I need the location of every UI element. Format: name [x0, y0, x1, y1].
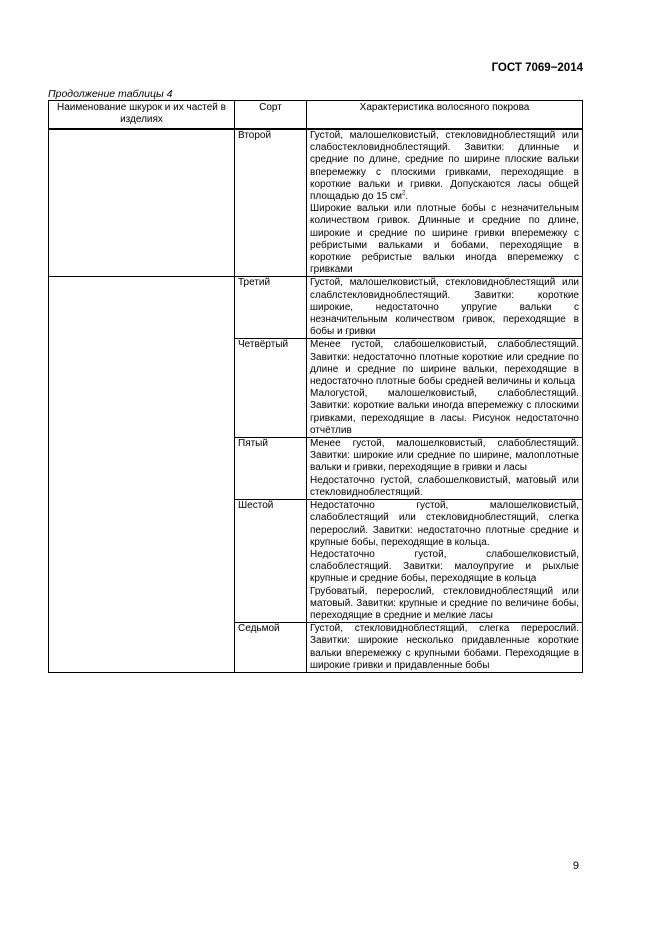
page-number: 9: [572, 860, 579, 872]
column-header-characteristic: Характеристика волосяного покрова: [307, 101, 583, 130]
description-paragraph: Недостаточно густой, слабошелковистый, матовый или стекловидноблестящий.: [310, 474, 579, 498]
description-cell: [307, 339, 583, 438]
description-paragraph: Густой, малошелковистый, стекловидноблестящий или слабостекловидноблестящий. Завитки: длинные и средние по длине, средние по ширине плоские вальки вперемежку с плоскими гривками, переходящие в короткие вальки и гривки. Допускаются ласы общей площадью до 15 $см^2$.: [310, 130, 579, 203]
description-paragraph: Малогустой, малошелковистый, слабоблестящий. Завитки: короткие вальки иногда вперемежку с плоскими гривками, переходящие в ласы. Рисунок недостаточно отчётлив: [310, 388, 579, 436]
table-row: [49, 277, 583, 339]
characteristics-table: [48, 100, 583, 673]
description-paragraph: Недостаточно густой, малошелковистый, слабоблестящий или стекловидноблестящий, слегка перерослий. Завитки: недостаточно плотные средние и крупные бобы, переходящие в кольца.: [310, 500, 579, 548]
description-paragraph: Менее густой, малошелковистый, слабоблестящий. Завитки: широкие или средние по ширине, малоплотные вальки и гривки, переходящие в гривки и ласы: [310, 438, 579, 474]
description-cell: [307, 277, 583, 339]
description-cell: [307, 438, 583, 500]
description-paragraph: Густой, малошелковистый, стекловидноблестящий или слаблстекловидноблестящий. Завитки: короткие широкие, недостаточно упругие вальки с незначительным количеством гривок, переходящие в бобы и гривки: [310, 277, 579, 338]
grade-cell: Второй: [235, 129, 307, 277]
superscript: 2: [402, 190, 406, 197]
document-code: ГОСТ 7069−2014: [491, 62, 583, 74]
grade-cell: Четвёртый: [235, 339, 307, 438]
description-paragraph: Густой, стекловидноблестящий, слегка перерослий. Завитки: широкие несколько придавленные короткие вальки вперемежку с крупными бобами. Переходящие в широкие гривки и придавленные бобы: [310, 623, 579, 671]
description-paragraph: Грубоватый, перерослий, стекловидноблестящий или матовый. Завитки: крупные и средние по величине бобы, переходящие в средние и мелкие ласы: [310, 585, 579, 621]
column-header-grade: Сорт: [235, 101, 307, 130]
description-cell: [307, 500, 583, 623]
table-row: [49, 129, 583, 277]
grade-cell: Шестой: [235, 500, 307, 623]
name-cell: [49, 129, 235, 277]
description-cell: [307, 129, 583, 277]
description-paragraph: Недостаточно густой, слабошелковистый, слабоблестящий. Завитки: малоупругие и рыхлые крупные и средние бобы, переходящие в кольца: [310, 548, 579, 585]
name-cell: [49, 277, 235, 673]
description-cell: [307, 623, 583, 673]
table-header-row: [49, 101, 583, 130]
column-header-name: Наименование шкурок и их частей в изделиях: [49, 101, 235, 130]
description-paragraph: Менее густой, слабошелковистый, слабоблестящий. Завитки: недостаточно плотные короткие или средние по длине и средние по ширине вальки, переходящие в недостаточно плотные бобы средней величины и кольца: [310, 339, 579, 388]
table-caption: Продолжение таблицы 4: [48, 88, 173, 100]
grade-cell: Третий: [235, 277, 307, 339]
description-paragraph: Широкие вальки или плотные бобы с незначительным количеством гривок. Длинные и средние по длине, широкие и средние по ширине гривки вперемежку с ребристыми вальками и бобами, переходящие в короткие ребристые вальки иногда вперемежку с гривками: [310, 203, 579, 276]
grade-cell: Пятый: [235, 438, 307, 500]
grade-cell: Седьмой: [235, 623, 307, 673]
